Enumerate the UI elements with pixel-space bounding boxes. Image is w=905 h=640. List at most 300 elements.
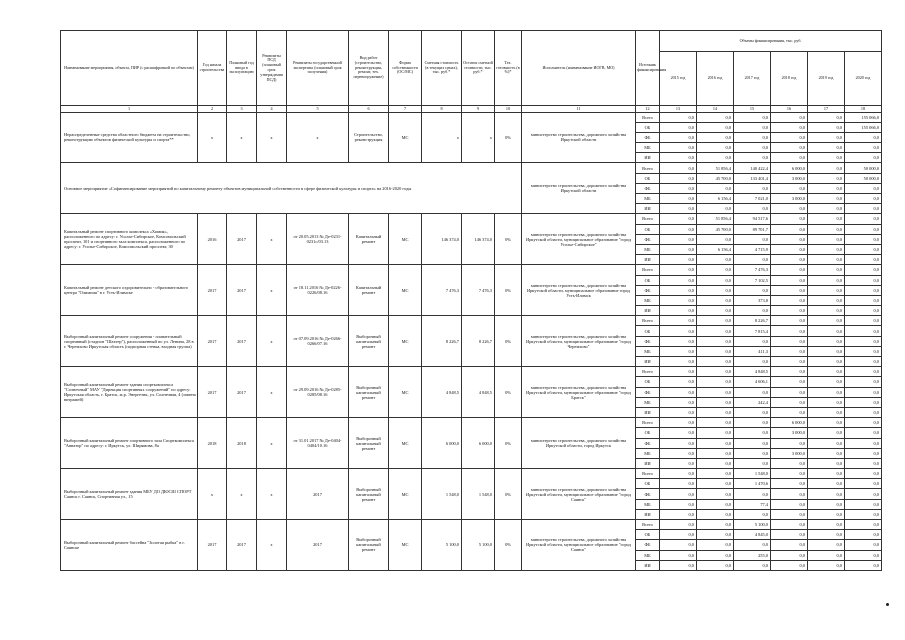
column-number: 15	[734, 106, 771, 113]
funding-value: 0,0	[771, 295, 808, 305]
commission-year: х	[227, 112, 257, 163]
funding-value: 0,0	[771, 560, 808, 570]
funding-value: 0,0	[734, 540, 771, 550]
object-name: Выборочный капитальный ремонт здания МБУ ДО ДЮСШ СПОРТ Саянск г. Саянск, Спортивная ул., 15	[61, 469, 198, 520]
funding-source: ОБ	[636, 428, 660, 438]
header-commission-year: Плановый год ввода в эксплуатацию	[227, 31, 257, 106]
funding-source: МБ	[636, 448, 660, 458]
funding-value: 0,0	[808, 346, 845, 356]
funding-value: 0,0	[734, 255, 771, 265]
funding-value: 0,0	[697, 438, 734, 448]
funding-value: 94 517,6	[734, 214, 771, 224]
funding-value: 0,0	[808, 377, 845, 387]
header-start-year: Год начала строительства	[198, 31, 227, 106]
funding-value: 0,0	[808, 112, 845, 122]
funding-value: 0,0	[845, 194, 882, 204]
funding-value: 0,0	[771, 377, 808, 387]
commission-year: 2017	[227, 316, 257, 367]
funding-value: 0,0	[808, 540, 845, 550]
work-type: Выборочный капитальный ремонт	[349, 469, 389, 520]
funding-value: 0,0	[660, 530, 697, 540]
funding-value: 0,0	[697, 255, 734, 265]
funding-value: 0,0	[697, 458, 734, 468]
funding-source: ОБ	[636, 326, 660, 336]
funding-source: МБ	[636, 499, 660, 509]
funding-source: ОБ	[636, 122, 660, 132]
expertise-details: от 18.11.2016 № Де-0226-0226/08.16	[287, 265, 349, 316]
funding-source: ФБ	[636, 285, 660, 295]
funding-value: 0,0	[845, 326, 882, 336]
column-number: 6	[349, 106, 389, 113]
object-name: Выборочный капитальный ремонт здания спорткомплекса "Солнечный" МАУ "Дирекция спортивных сооружений" по адресу: Иркутская область, г. Братск, ж.р. Энергетик, ул. Солнечная, 4 (замена витражей)	[61, 367, 198, 418]
funding-source: ОБ	[636, 479, 660, 489]
funding-value: 0,0	[845, 509, 882, 519]
funding-value: 0,0	[845, 214, 882, 224]
funding-value: 0,0	[771, 143, 808, 153]
funding-source: ИИ	[636, 255, 660, 265]
funding-value: 0,0	[771, 509, 808, 519]
funding-value: 0,0	[771, 275, 808, 285]
funding-source: МБ	[636, 397, 660, 407]
funding-value: 0,0	[697, 550, 734, 560]
funding-value: 0,0	[808, 153, 845, 163]
estimated-cost: 6 000,0	[422, 418, 462, 469]
remaining-cost: 7 476,3	[462, 265, 495, 316]
funding-source: ФБ	[636, 387, 660, 397]
funding-value: 0,0	[771, 183, 808, 193]
funding-value: 0,0	[771, 234, 808, 244]
funding-value: 0,0	[771, 132, 808, 142]
executor: министерство строительства, дорожного хозяйства Иркутской области, муниципальное образование "город Саянск"	[522, 469, 636, 520]
estimated-cost: 7 476,3	[422, 265, 462, 316]
funding-value: 133 401,4	[734, 173, 771, 183]
funding-value: 6 156,4	[697, 194, 734, 204]
funding-value: 0,0	[808, 499, 845, 509]
funding-value: 0,0	[660, 346, 697, 356]
funding-value: 0,0	[845, 244, 882, 254]
funding-value: 411,3	[734, 346, 771, 356]
funding-value: 51 856,4	[697, 163, 734, 173]
funding-source: ФБ	[636, 540, 660, 550]
funding-source: ФБ	[636, 183, 660, 193]
funding-value: 0,0	[845, 357, 882, 367]
psd-details: х	[257, 265, 287, 316]
funding-value: 0,0	[771, 153, 808, 163]
funding-value: 0,0	[660, 275, 697, 285]
remaining-cost: 8 226,7	[462, 316, 495, 367]
funding-value: 0,0	[660, 224, 697, 234]
funding-value: 0,0	[660, 377, 697, 387]
funding-value: 0,0	[808, 122, 845, 132]
funding-value: 0,0	[771, 265, 808, 275]
funding-value: 0,0	[808, 479, 845, 489]
funding-value: 0,0	[845, 540, 882, 550]
funding-value: 0,0	[660, 153, 697, 163]
column-number: 13	[660, 106, 697, 113]
readiness: 0%	[495, 367, 522, 418]
header-readiness: Тех. готовность (в %)*	[495, 31, 522, 106]
funding-source: ОБ	[636, 377, 660, 387]
funding-value: 0,0	[808, 214, 845, 224]
work-type: Капитальный ремонт	[349, 214, 389, 265]
work-type: Строительство, реконструкция	[349, 112, 389, 163]
funding-source: ФБ	[636, 234, 660, 244]
funding-value: 0,0	[808, 407, 845, 417]
funding-value: 0,0	[771, 540, 808, 550]
funding-value: 0,0	[697, 326, 734, 336]
readiness: 0%	[495, 316, 522, 367]
funding-value: 0,0	[771, 530, 808, 540]
funding-value: 0,0	[771, 306, 808, 316]
header-ownership: Форма собственности (ОС/МС)	[389, 31, 422, 106]
funding-value: 0,0	[734, 458, 771, 468]
funding-value: 0,0	[808, 163, 845, 173]
funding-value: 0,0	[771, 255, 808, 265]
readiness: 0%	[495, 112, 522, 163]
commission-year: 2017	[227, 265, 257, 316]
funding-value: 0,0	[771, 407, 808, 417]
funding-value: 0,0	[771, 224, 808, 234]
column-number: 12	[636, 106, 660, 113]
funding-value: 0,0	[845, 428, 882, 438]
funding-value: 0,0	[808, 357, 845, 367]
readiness: 0%	[495, 469, 522, 520]
funding-source: Всего	[636, 418, 660, 428]
table-row	[61, 316, 882, 326]
funding-value: 0,0	[845, 336, 882, 346]
column-number: 14	[697, 106, 734, 113]
funding-value: 0,0	[808, 448, 845, 458]
funding-value: 0,0	[771, 520, 808, 530]
start-year: 2018	[198, 418, 227, 469]
ownership: МС	[389, 520, 422, 571]
ownership: МС	[389, 214, 422, 265]
funding-value: 0,0	[697, 509, 734, 519]
header-year-2020: 2020 год	[845, 52, 882, 106]
funding-value: 0,0	[660, 183, 697, 193]
funding-value: 0,0	[734, 509, 771, 519]
table-row	[61, 112, 882, 122]
funding-value: 0,0	[660, 520, 697, 530]
funding-value: 0,0	[771, 122, 808, 132]
remaining-cost: 6 000,0	[462, 418, 495, 469]
funding-value: 0,0	[808, 418, 845, 428]
funding-value: 0,0	[734, 560, 771, 570]
funding-value: 0,0	[845, 346, 882, 356]
funding-value: 0,0	[771, 316, 808, 326]
funding-value: 0,0	[808, 234, 845, 244]
funding-value: 0,0	[845, 285, 882, 295]
estimated-cost: 4 848,5	[422, 367, 462, 418]
funding-source: ИИ	[636, 204, 660, 214]
funding-value: 0,0	[660, 550, 697, 560]
funding-source: ОБ	[636, 173, 660, 183]
funding-source: Всего	[636, 112, 660, 122]
funding-value: 0,0	[845, 265, 882, 275]
funding-value: 0,0	[660, 234, 697, 244]
funding-value: 6 000,0	[771, 418, 808, 428]
funding-value: 0,0	[845, 367, 882, 377]
funding-value: 0,0	[660, 560, 697, 570]
funding-value: 0,0	[734, 448, 771, 458]
work-type: Выборочный капитальный ремонт	[349, 520, 389, 571]
funding-value: 0,0	[808, 530, 845, 540]
header-remaining-cost: Остаток сметной стоимости, тыс. руб.*	[462, 31, 495, 106]
header-row	[61, 31, 882, 52]
funding-value: 0,0	[808, 489, 845, 499]
funding-value: 155 066,0	[845, 122, 882, 132]
funding-value: 0,0	[660, 509, 697, 519]
funding-value: 0,0	[734, 418, 771, 428]
funding-value: 0,0	[697, 306, 734, 316]
commission-year: 2017	[227, 214, 257, 265]
funding-value: 0,0	[808, 326, 845, 336]
funding-value: 4 845,0	[734, 530, 771, 540]
funding-value: 0,0	[845, 397, 882, 407]
funding-value: 0,0	[771, 346, 808, 356]
column-number: 10	[495, 106, 522, 113]
funding-value: 0,0	[697, 520, 734, 530]
funding-value: 242,4	[734, 397, 771, 407]
funding-value: 0,0	[734, 234, 771, 244]
start-year: 2017	[198, 520, 227, 571]
funding-value: 0,0	[808, 428, 845, 438]
header-executor: Исполнитель (наименование ИОГВ, МО)	[522, 31, 636, 106]
work-type: Выборочный капитальный ремонт	[349, 367, 389, 418]
readiness: 0%	[495, 214, 522, 265]
funding-value: 0,0	[697, 153, 734, 163]
funding-value: 0,0	[697, 428, 734, 438]
column-number: 2	[198, 106, 227, 113]
commission-year: 2017	[227, 520, 257, 571]
table-row	[61, 163, 882, 173]
funding-value: 45 700,0	[697, 173, 734, 183]
executor: министерство строительства, дорожного хозяйства Иркутской области, город Иркутск	[522, 418, 636, 469]
header-source: Источник финансирования	[636, 31, 660, 106]
executor: министерство строительства, дорожного хозяйства Иркутской области, муниципальное образование город Усть-Илимск	[522, 265, 636, 316]
executor: министерство строительства, дорожного хозяйства Иркутской области, муниципальное образование "город Усолье-Сибирское"	[522, 214, 636, 265]
header-year-2018: 2018 год	[771, 52, 808, 106]
column-number: 18	[845, 106, 882, 113]
funding-value: 0,0	[660, 438, 697, 448]
funding-value: 0,0	[808, 560, 845, 570]
funding-value: 0,0	[697, 336, 734, 346]
funding-value: 4 715,9	[734, 244, 771, 254]
funding-value: 0,0	[845, 377, 882, 387]
table-body	[61, 112, 882, 570]
funding-source: ФБ	[636, 438, 660, 448]
object-name: Выборочный капитальный ремонт бассейна "Золотая рыбка" в г. Саянске	[61, 520, 198, 571]
main-activity-name: Основное мероприятие «Софинансирование мероприятий по капитальному ремонту объектов муниципальной собственности в сфере физической культуры и спорта» на 2016-2020 годы	[61, 163, 522, 214]
funding-source: ИИ	[636, 306, 660, 316]
funding-value: 0,0	[660, 122, 697, 132]
ownership: МС	[389, 316, 422, 367]
funding-value: 0,0	[808, 469, 845, 479]
funding-value: 0,0	[845, 560, 882, 570]
funding-value: 0,0	[845, 407, 882, 417]
ownership: МС	[389, 265, 422, 316]
funding-value: 0,0	[771, 397, 808, 407]
funding-value: 0,0	[660, 367, 697, 377]
object-name: Капитальный ремонт детского оздоровительно - образовательного центра "Олимпия" в г. Усть-Илимске	[61, 265, 198, 316]
funding-source: ОБ	[636, 224, 660, 234]
funding-value: 0,0	[771, 214, 808, 224]
funding-value: 0,0	[660, 244, 697, 254]
funding-value: 0,0	[808, 255, 845, 265]
funding-value: 0,0	[697, 122, 734, 132]
funding-value: 0,0	[697, 387, 734, 397]
funding-value: 0,0	[808, 550, 845, 560]
funding-source: ОБ	[636, 530, 660, 540]
executor: министерство строительства, дорожного хозяйства Иркутской области, муниципальное образование "город Саянск"	[522, 520, 636, 571]
commission-year: х	[227, 469, 257, 520]
funding-value: 0,0	[660, 295, 697, 305]
expertise-details: 2017	[287, 469, 349, 520]
funding-value: 0,0	[697, 234, 734, 244]
column-number: 11	[522, 106, 636, 113]
funding-value: 0,0	[697, 132, 734, 142]
funding-source: ФБ	[636, 489, 660, 499]
object-name: Выборочный капитальный ремонт сооружения - плавательный спортивный (стадион "Шахтер"), расположенный по ул. Ленина, 28 в г. Черемхово Иркутская область (подпорная стенка, входная группа)	[61, 316, 198, 367]
funding-value: 0,0	[845, 458, 882, 468]
funding-value: 0,0	[660, 214, 697, 224]
funding-value: 0,0	[697, 489, 734, 499]
funding-source: МБ	[636, 194, 660, 204]
funding-value: 155 066,0	[845, 112, 882, 122]
estimated-cost: 8 226,7	[422, 316, 462, 367]
funding-value: 7 476,3	[734, 265, 771, 275]
funding-value: 0,0	[845, 306, 882, 316]
funding-value: 0,0	[697, 530, 734, 540]
estimated-cost: 146 374,0	[422, 214, 462, 265]
funding-value: 0,0	[660, 112, 697, 122]
funding-value: 77,4	[734, 499, 771, 509]
expertise-details: от 20.05.2013 № Де-0231-0231с/03.13	[287, 214, 349, 265]
funding-value: 0,0	[808, 173, 845, 183]
funding-value: 0,0	[771, 489, 808, 499]
funding-value: 0,0	[697, 448, 734, 458]
funding-value: 0,0	[845, 448, 882, 458]
funding-value: 0,0	[660, 458, 697, 468]
funding-source: МБ	[636, 244, 660, 254]
funding-source: Всего	[636, 265, 660, 275]
funding-value: 0,0	[808, 387, 845, 397]
funding-value: 0,0	[845, 275, 882, 285]
funding-value: 0,0	[697, 397, 734, 407]
funding-value: 0,0	[771, 285, 808, 295]
funding-value: 0,0	[771, 367, 808, 377]
funding-value: 0,0	[845, 387, 882, 397]
funding-value: 0,0	[697, 295, 734, 305]
remaining-cost: 5 100,0	[462, 520, 495, 571]
column-number: 1	[61, 106, 198, 113]
financing-table	[60, 30, 882, 571]
executor: министерство строительства, дорожного хозяйства Иркутской области, муниципальное образование "город Черемхово"	[522, 316, 636, 367]
funding-value: 0,0	[734, 428, 771, 438]
funding-value: 0,0	[734, 387, 771, 397]
funding-value: 0,0	[771, 499, 808, 509]
funding-value: 3 000,0	[771, 194, 808, 204]
funding-value: 0,0	[845, 479, 882, 489]
funding-value: 0,0	[771, 326, 808, 336]
funding-value: 6 156,4	[697, 244, 734, 254]
funding-value: 0,0	[734, 336, 771, 346]
readiness: 0%	[495, 265, 522, 316]
funding-value: 0,0	[808, 295, 845, 305]
funding-value: 0,0	[808, 275, 845, 285]
funding-value: 0,0	[660, 143, 697, 153]
funding-value: 0,0	[697, 285, 734, 295]
funding-value: 7 102,5	[734, 275, 771, 285]
funding-value: 0,0	[808, 336, 845, 346]
readiness: 0%	[495, 418, 522, 469]
remaining-cost: 146 374,0	[462, 214, 495, 265]
funding-value: 0,0	[771, 458, 808, 468]
header-name: Наименование мероприятия, объекта, ПИР (с расшифровкой по объектам)	[61, 31, 198, 106]
column-number: 16	[771, 106, 808, 113]
funding-value: 0,0	[697, 499, 734, 509]
funding-value: 0,0	[845, 316, 882, 326]
funding-source: Всего	[636, 520, 660, 530]
funding-value: 3 000,0	[771, 173, 808, 183]
start-year: 2017	[198, 316, 227, 367]
funding-value: 0,0	[734, 153, 771, 163]
funding-value: 0,0	[660, 397, 697, 407]
funding-value: 0,0	[697, 367, 734, 377]
funding-value: 51 856,4	[697, 214, 734, 224]
funding-value: 0,0	[697, 346, 734, 356]
funding-value: 3 000,0	[771, 448, 808, 458]
funding-source: ФБ	[636, 336, 660, 346]
funding-value: 0,0	[771, 550, 808, 560]
object-name: Нераспределенные средства областного бюджета на строительство, реконструкцию объектов физической культуры и спорта**	[61, 112, 198, 163]
start-year: х	[198, 112, 227, 163]
column-number: 4	[257, 106, 287, 113]
funding-value: 0,0	[734, 489, 771, 499]
funding-source: Всего	[636, 214, 660, 224]
funding-value: 0,0	[734, 438, 771, 448]
funding-value: 0,0	[697, 112, 734, 122]
header-year-2015: 2015 год	[660, 52, 697, 106]
funding-value: 373,8	[734, 295, 771, 305]
column-number: 8	[422, 106, 462, 113]
header-psd: Реквизиты ПСД (плановый срок утверждения ПСД)	[257, 31, 287, 106]
funding-source: ФБ	[636, 132, 660, 142]
funding-value: 0,0	[845, 183, 882, 193]
table-row	[61, 520, 882, 530]
funding-value: 0,0	[734, 122, 771, 132]
commission-year: 2018	[227, 418, 257, 469]
funding-value: 0,0	[808, 438, 845, 448]
funding-value: 0,0	[808, 316, 845, 326]
funding-value: 0,0	[660, 407, 697, 417]
funding-value: 0,0	[660, 306, 697, 316]
funding-value: 0,0	[808, 143, 845, 153]
object-name: Капитальный ремонт спортивного комплекса «Химик», расположенного по адресу: г. Усолье-Сибирское, Комсомольский проспект, 101 и спортивного зала комплекса, расположенного по адресу: г. Усолье-Сибирское, Комсомольский проспект, 30	[61, 214, 198, 265]
start-year: 2016	[198, 214, 227, 265]
funding-source: Всего	[636, 316, 660, 326]
table-row	[61, 214, 882, 224]
funding-value: 0,0	[808, 458, 845, 468]
funding-source: ОБ	[636, 275, 660, 285]
funding-value: 50 000,0	[845, 173, 882, 183]
funding-value: 0,0	[845, 132, 882, 142]
header-work-type: Вид работ (строительство, реконструкция, ремонт, тех. перевооружение)	[349, 31, 389, 106]
funding-value: 0,0	[808, 509, 845, 519]
funding-value: 7 815,4	[734, 326, 771, 336]
object-name: Выборочный капитальный ремонт спортивного зала Спорткомплекса "Авиатор" по адресу: г. Иркутск, ул. Ширямова, 8а	[61, 418, 198, 469]
funding-value: 0,0	[697, 469, 734, 479]
